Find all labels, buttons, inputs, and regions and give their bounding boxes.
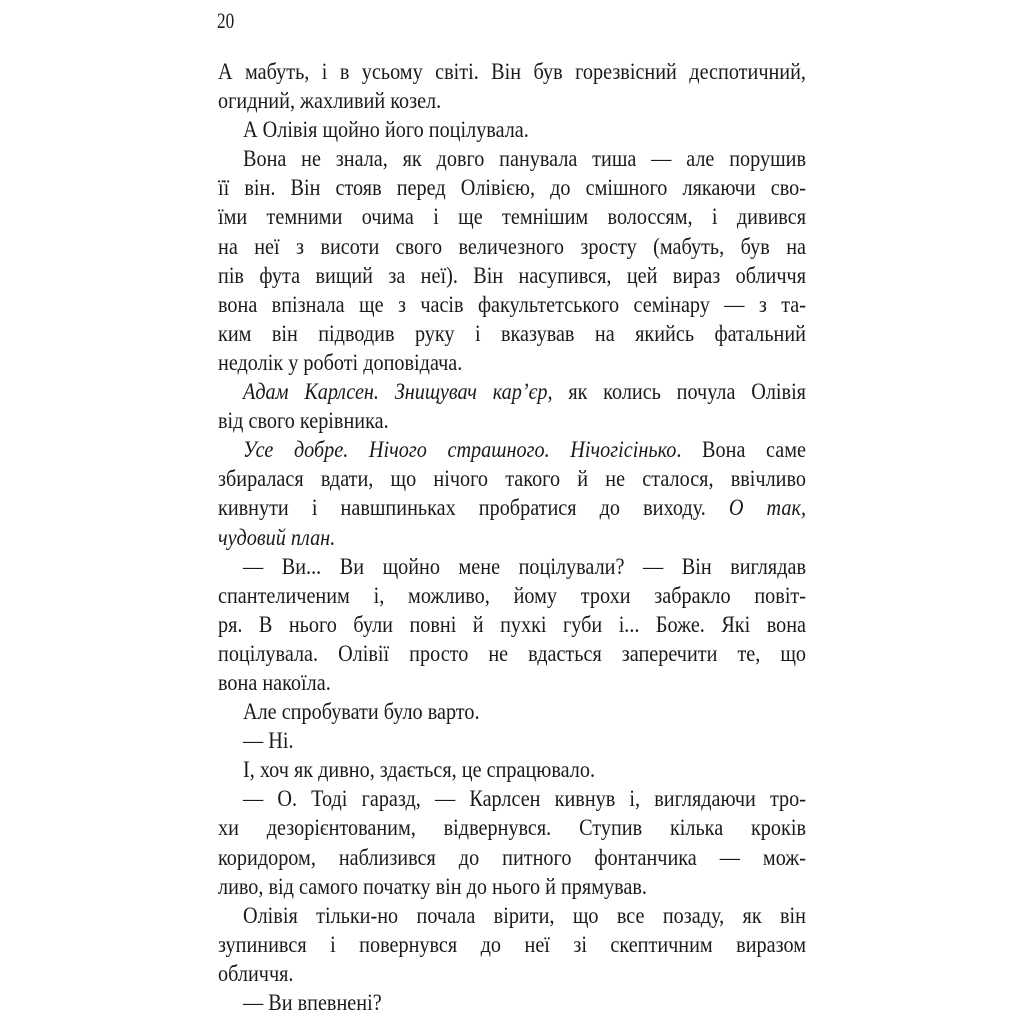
text-line: — Ні. xyxy=(242,728,294,755)
text-segment: . Вона саме xyxy=(676,437,806,464)
text-line: — О. Тоді гаразд, — Карлсен кивнув і, виглядаючи тро- xyxy=(242,786,806,813)
text-line: зупинився і повернувся до неї зі скептичним виразом xyxy=(218,931,806,958)
text-line xyxy=(218,494,806,523)
text-line: спантеличеним і, можливо, йому трохи забракло повіт- xyxy=(218,582,806,609)
text-line: Вона не знала, як довго панувала тиша — але порушив xyxy=(242,146,806,173)
text-line: А мабуть, і в усьому світі. Він був горезвісний деспотичний, xyxy=(218,59,806,85)
italic-text: Усе добре. Нічого страшного. Нічогісінько xyxy=(242,437,677,464)
text-segment: , як колись почула Олівія xyxy=(547,379,806,406)
text-line: збиралася вдати, що нічого такого й не сталося, ввічливо xyxy=(218,466,807,493)
text-line: ря. В нього були повні й пухкі губи і... Боже. Які вона xyxy=(218,611,806,638)
text-line: її він. Він стояв перед Олівією, до смішного лякаючи сво- xyxy=(218,175,806,202)
text-line: поцілувала. Олівії просто не вдасться заперечити те, що xyxy=(218,640,806,667)
text-line: ливо, від самого початку він до нього й прямував. xyxy=(218,873,647,900)
text-line: на неї з висоти свого величезного зросту (мабуть, був на xyxy=(218,233,806,260)
text-line: — Ви... Ви щойно мене поцілували? — Він виглядав xyxy=(242,553,806,580)
text-line: хи дезорієнтованим, відвернувся. Ступив кілька кроків xyxy=(218,815,806,842)
text-segment: кивнути і навшпиньках пробратися до виходу. xyxy=(218,495,729,522)
text-line: огидний, жахливий козел. xyxy=(218,88,442,115)
text-line: Олівія тільки-но почала вірити, що все позаду, як він xyxy=(242,902,806,929)
text-line: вона впізнала ще з часів факультетського семінару — з та- xyxy=(218,291,806,318)
text-line: — Ви впевнені? xyxy=(242,990,382,1016)
text-line: вона накоїла. xyxy=(218,669,331,696)
text-line: їми темними очима і ще темнішим волоссям, і дивився xyxy=(218,204,806,231)
text-line: І, хоч як дивно, здається, це спрацювало. xyxy=(242,757,596,784)
text-line xyxy=(218,378,806,407)
body-text xyxy=(218,58,806,1018)
text-line: А Олівія щойно його поцілувала. xyxy=(242,117,529,144)
text-line: пів фута вищий за неї). Він насупився, цей вираз обличчя xyxy=(218,262,807,289)
text-line: обличчя. xyxy=(218,960,294,987)
page-number: 20 xyxy=(217,8,235,33)
text-line xyxy=(218,436,806,465)
text-line: коридором, наблизився до питного фонтанчика — мож- xyxy=(218,844,806,871)
text-line xyxy=(218,524,806,553)
text-line: Але спробувати було варто. xyxy=(242,699,480,726)
italic-text: чудовий план. xyxy=(218,524,336,551)
text-line: від свого керівника. xyxy=(218,408,389,435)
text-line: недолік у роботі доповідача. xyxy=(218,349,463,376)
italic-text: Адам Карлсен. Знищувач кар’єр xyxy=(242,379,548,406)
text-line: ким він підводив руку і вказував на якийсь фатальний xyxy=(218,320,806,347)
italic-text: О так, xyxy=(728,495,806,522)
